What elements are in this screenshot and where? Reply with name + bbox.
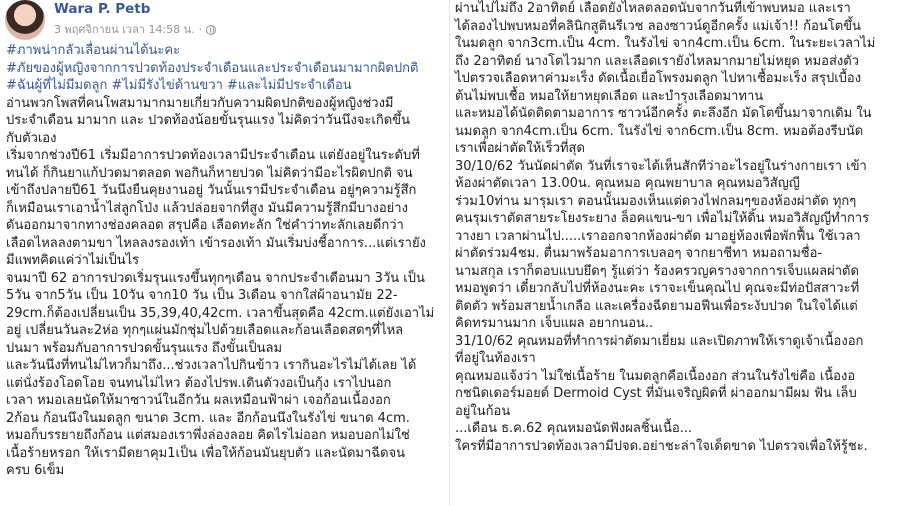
post-left-column bbox=[0, 0, 450, 480]
post-text-line: แต่นั่งร้องโอดโอย จนทนไม่ไหว ต้องไปรพ.เดินตัวงอเป็นกุ้ง เราไปนอก bbox=[6, 375, 392, 391]
post-text-line: ร่วม10ท่าน มารุมเรา ตอนนั้นมองเห็นแต่ดวงไฟกลมๆของห้องผ่าตัด ทุกๆ bbox=[455, 193, 857, 209]
post-text-line: ใครที่มีอาการปวดท้องเวลามีปจด.อย่าชะล่าใจเด็ดขาด ไปตรวจเพื่อให้รู้ชะ. bbox=[455, 438, 868, 454]
post-text-line: อยู่ เปลี่ยนวันละ2ห่อ ทุกๆแผ่นมักชุ่มไปด้วยเลือดและก้อนเลือดสดๆที่ไหล bbox=[6, 323, 404, 338]
post-text-line: กับตัวเอง bbox=[6, 130, 57, 146]
globe-icon bbox=[206, 25, 216, 35]
post-text-line: ผ่าตัดร่วม4ชม. ตื่นมาพร้อมอาการเบลอๆ จากยาชีทา หมอถามชื่อ- bbox=[455, 246, 823, 261]
post-text-line: ดันออกมาจากทางช่องคลอด สรุปคือ เลือดทะลัก ใช่คำว่าทะลักเลยดีกว่า bbox=[6, 218, 404, 233]
post-text-line: เลือดไหลลงตามขา ไหลลงรองเท้า เข้ารองเท้า มันเริ่มบ่งชี้อาการ...แต่เรายัง bbox=[6, 235, 426, 251]
post-text-line: เวลา หมอเลยนัดให้มาซาวน์ในอีกวัน ผลเหมือนฟ้าผ่า เจอก้อนเนื้องอก bbox=[6, 393, 391, 408]
post-text-line: 31/10/62 คุณหมอที่ทำการผ่าตัดมาเยี่ยม และเปิดภาพให้เราดูเจ้าเนื้องอก bbox=[455, 333, 864, 349]
post-right-column bbox=[451, 0, 900, 455]
hashtag-list bbox=[6, 42, 450, 95]
post-text-line: ติดตัว พร้อมสายน้ำเกลือ และเครื่องฉีดยามอฟีนเพื่อระงับปวด ในใจได้แต่ bbox=[455, 298, 858, 314]
post-text-line: ถึง 2อาทิตย์ นางโตไวมาก และเลือดเรายังไหลมากมายไม่หยุด หมอส่งตัว bbox=[455, 53, 859, 69]
post-timestamp[interactable]: 3 พฤศจิกายน เวลา 14:58 น. bbox=[54, 23, 195, 36]
post-text-line: คิดทรมานมาก เจ็บแผล อยากนอน.. bbox=[455, 316, 654, 331]
post-text-line: ในมดลูก จาก3cm.เป็น 4cm. ในรังไข่ จาก4cm.เป็น 6cm. ในระยะเวลาไม่ bbox=[455, 36, 876, 51]
post-text-line: กชนิดเดอร์มอยด์ Dermoid Cyst ที่มันเจริญผิดที่ ผ่าออกมามีผม ฟัน เล็บ bbox=[455, 386, 857, 401]
post-text-line: จนมาปี 62 อาการปวดเริ่มรุนแรงขึ้นทุกๆเดือน จากประจำเดือนมา 3วัน เป็น bbox=[6, 270, 425, 286]
post-text-line: วางยา เวลาผ่านไป.....เราออกจากห้องผ่าตัด มาอยู่ห้องเพื่อพักฟื้น ใช้เวลา bbox=[455, 228, 861, 244]
post-text-line: ประจำเดือน มามาก และ ปวดท้องน้อยขั้นรุนแรง ไม่คิดว่าวันนึงจะเกิดขึ้น bbox=[6, 113, 410, 128]
post-text-line: นมดลูก จาก4cm.เป็น 6cm. ในรังไข่ จาก6cm.เป็น 8cm. หมอต้องรีบนัด bbox=[455, 123, 864, 139]
post-text-line: 30/10/62 วันนัดผ่าตัด วันที่เราจะได้เห็นสักทีว่าอะไรอยู่ในร่างกายเรา เข้า bbox=[455, 158, 867, 174]
post-meta bbox=[54, 21, 216, 39]
post-text-line: คุณหมอแจ้งว่า ไม่ใช่เนื้อร้าย ในมดลูกคือเนื้องอก ส่วนในรังไข่คือ เนื้องอ bbox=[455, 368, 856, 384]
hashtag-link[interactable]: #ฉันผู้ที่ไม่มีมดลูก #ไม่มีรังไข่ด้านขวา #และไม่มีประจำเดือน bbox=[6, 78, 352, 93]
post-text-line: ไปตรวจเลือดหาค่ามะเร็ง ดัดเนื้อเยื่อโพรงมดลูก ไปหาเชื้อมะเร็ง สรุปเบื้อง bbox=[455, 71, 862, 86]
post-header bbox=[0, 0, 450, 40]
post-text-line: ครบ 6เข็ม bbox=[6, 463, 65, 478]
post-text-line: มีแพทคิดแค่ว่าไม่เป็นไร bbox=[6, 253, 140, 268]
post-text-line: เข้าถึงปลายปี61 วันนึงยืนคุยงานอยู่ วันนั้นเรามีประจำเดือน อยู่ๆความรู้สึก bbox=[6, 183, 417, 198]
post-text-line: 5วัน จาก5วัน เป็น 10วัน จาก10 วัน เป็น 3เดือน จากใส่ผ้าอนามัย 22- bbox=[6, 288, 398, 303]
post-text-line: ได้ลองไปพบหมอที่คลินิกสูตินรีเวช ลองซาวน์ดูอีกครั้ง แม่เจ้า!! ก้อนโตขึ้น bbox=[455, 18, 861, 34]
post-text-line: 29cm.ก็ต้องเปลี่ยนเป็น 35,39,40,42cm. เวลาขึ้นสุดคือ 42cm.แต่ยังเอาไม่ bbox=[6, 305, 435, 321]
post-text-line: คนรุมเราตัดสายระโยงระยาง ล็อคแขน-ขา เพื่อไม่ให้ดิ้น หมอวิสัญญีทำการ bbox=[455, 211, 870, 226]
post-body-right bbox=[451, 0, 900, 455]
post-text-line: ...เดือน ธ.ค.62 คุณหมอนัดฟังผลชิ้นเนื้อ... bbox=[455, 421, 693, 436]
meta-separator: · bbox=[198, 23, 203, 36]
post-text-line: อ่านพวกโพสที่คนโพสมามากมายเกี่ยวกับความผิดปกติของผู้หญิงช่วงมี bbox=[6, 95, 394, 111]
post-text-line: เนื้อร้ายหรอก ให้เรามีดยาคุม1เป็น เพื่อให้ก้อนมันยุบตัว และนัดมาฉีดจน bbox=[6, 445, 406, 461]
post-text-line: ก็เหมือนเราเอาน้ำไส่ลูกโป่ง แล้วปล่อยจากที่สูง มันมีความรู้สึกมีบางอย่าง bbox=[6, 200, 408, 216]
post-text-line: ทนได้ ก็กินยาแก้ปวดมาตลอด พอกินก็หายปวด ไม่คิดว่ามีอะไรผิดปกติ จน bbox=[6, 165, 413, 181]
post-text-line: อยู่ในก้อน bbox=[455, 403, 511, 419]
post-text-line: ที่อยู่ในท้องเรา bbox=[455, 351, 536, 366]
post-text-line: และหมอได้นัดติดตามอาการ ซาวน์อีกครั้ง ตะลึงอีก มัดโตขึ้นมาจากเดิม ใน bbox=[455, 106, 872, 121]
author-name[interactable]: Wara P. Petb bbox=[54, 1, 151, 17]
post-text-line: ห้องผ่าตัดเวลา 13.00น. คุณหมอ คุณพยาบาล คุณหมอวิสัญญี bbox=[455, 176, 800, 191]
post-text-line: ผ่านไปไม่ถึง 2อาทิตย์ เลือดยังไหลตลอดนับจากวันที่เข้าพบหมอ และเรา bbox=[455, 1, 851, 16]
post-text-line: ต้นไม่พบเชื้อ หมอให้ยาหยุดเลือด และบำรุงเลือดมาทาน bbox=[455, 88, 764, 104]
post-text-line: 2ก้อน ก้อนนึงในมดลูก ขนาด 3cm. และ อีกก้อนนึงในรังไข่ ขนาด 4cm. bbox=[6, 410, 410, 426]
post-text-line: เริ่มจากช่วงปี61 เริ่มมีอาการปวดท้องเวลามีประจำเดือน แต่ยังอยู่ในระดับที่ bbox=[6, 148, 420, 163]
post-text-line: เราเพื่อผ่าตัดให้เร็วที่สุด bbox=[455, 141, 585, 156]
post-text-line: หมอก็บรรยายถึงก้อน แต่สมองเราพึ่งล่องลอย คิดไรไม่ออก หมอบอกไม่ใช่ bbox=[6, 428, 410, 443]
hashtag-link[interactable]: #ภัยของผู้หญิงจากการปวดท้องประจำเดือนและประจำเดือนมามากผิดปกติ bbox=[6, 60, 419, 76]
post-text-line: หมอพูดว่า เดี๋ยวกลับไปที่ห้องนะคะ เราจะเข็นคุณไป คุณจะมีท่อปัสสาวะที่ bbox=[455, 281, 860, 296]
avatar[interactable] bbox=[5, 0, 45, 40]
post-body-left bbox=[6, 95, 450, 480]
hashtag-link[interactable]: #ภาพน่ากลัวเลื่อนผ่านได้นะคะ bbox=[6, 43, 181, 58]
post-text-line: ปนมา พร้อมกับอาการปวดขั้นรุนแรง ถึงขั้นเป็นลม bbox=[6, 340, 283, 356]
post-text-line: นามสกุล เราก็ตอบแบบยึดๆ รู้แต่ว่า ร้องครวญครางจากการเจ็บแผลผ่าตัด bbox=[455, 263, 859, 279]
post-text-line: และวันนึงที่ทนไม่ไหวก็มาถึง...ช่วงเวลาไปกินข้าว เรากินอะไรไม่ได้เลย ได้ bbox=[6, 358, 417, 373]
